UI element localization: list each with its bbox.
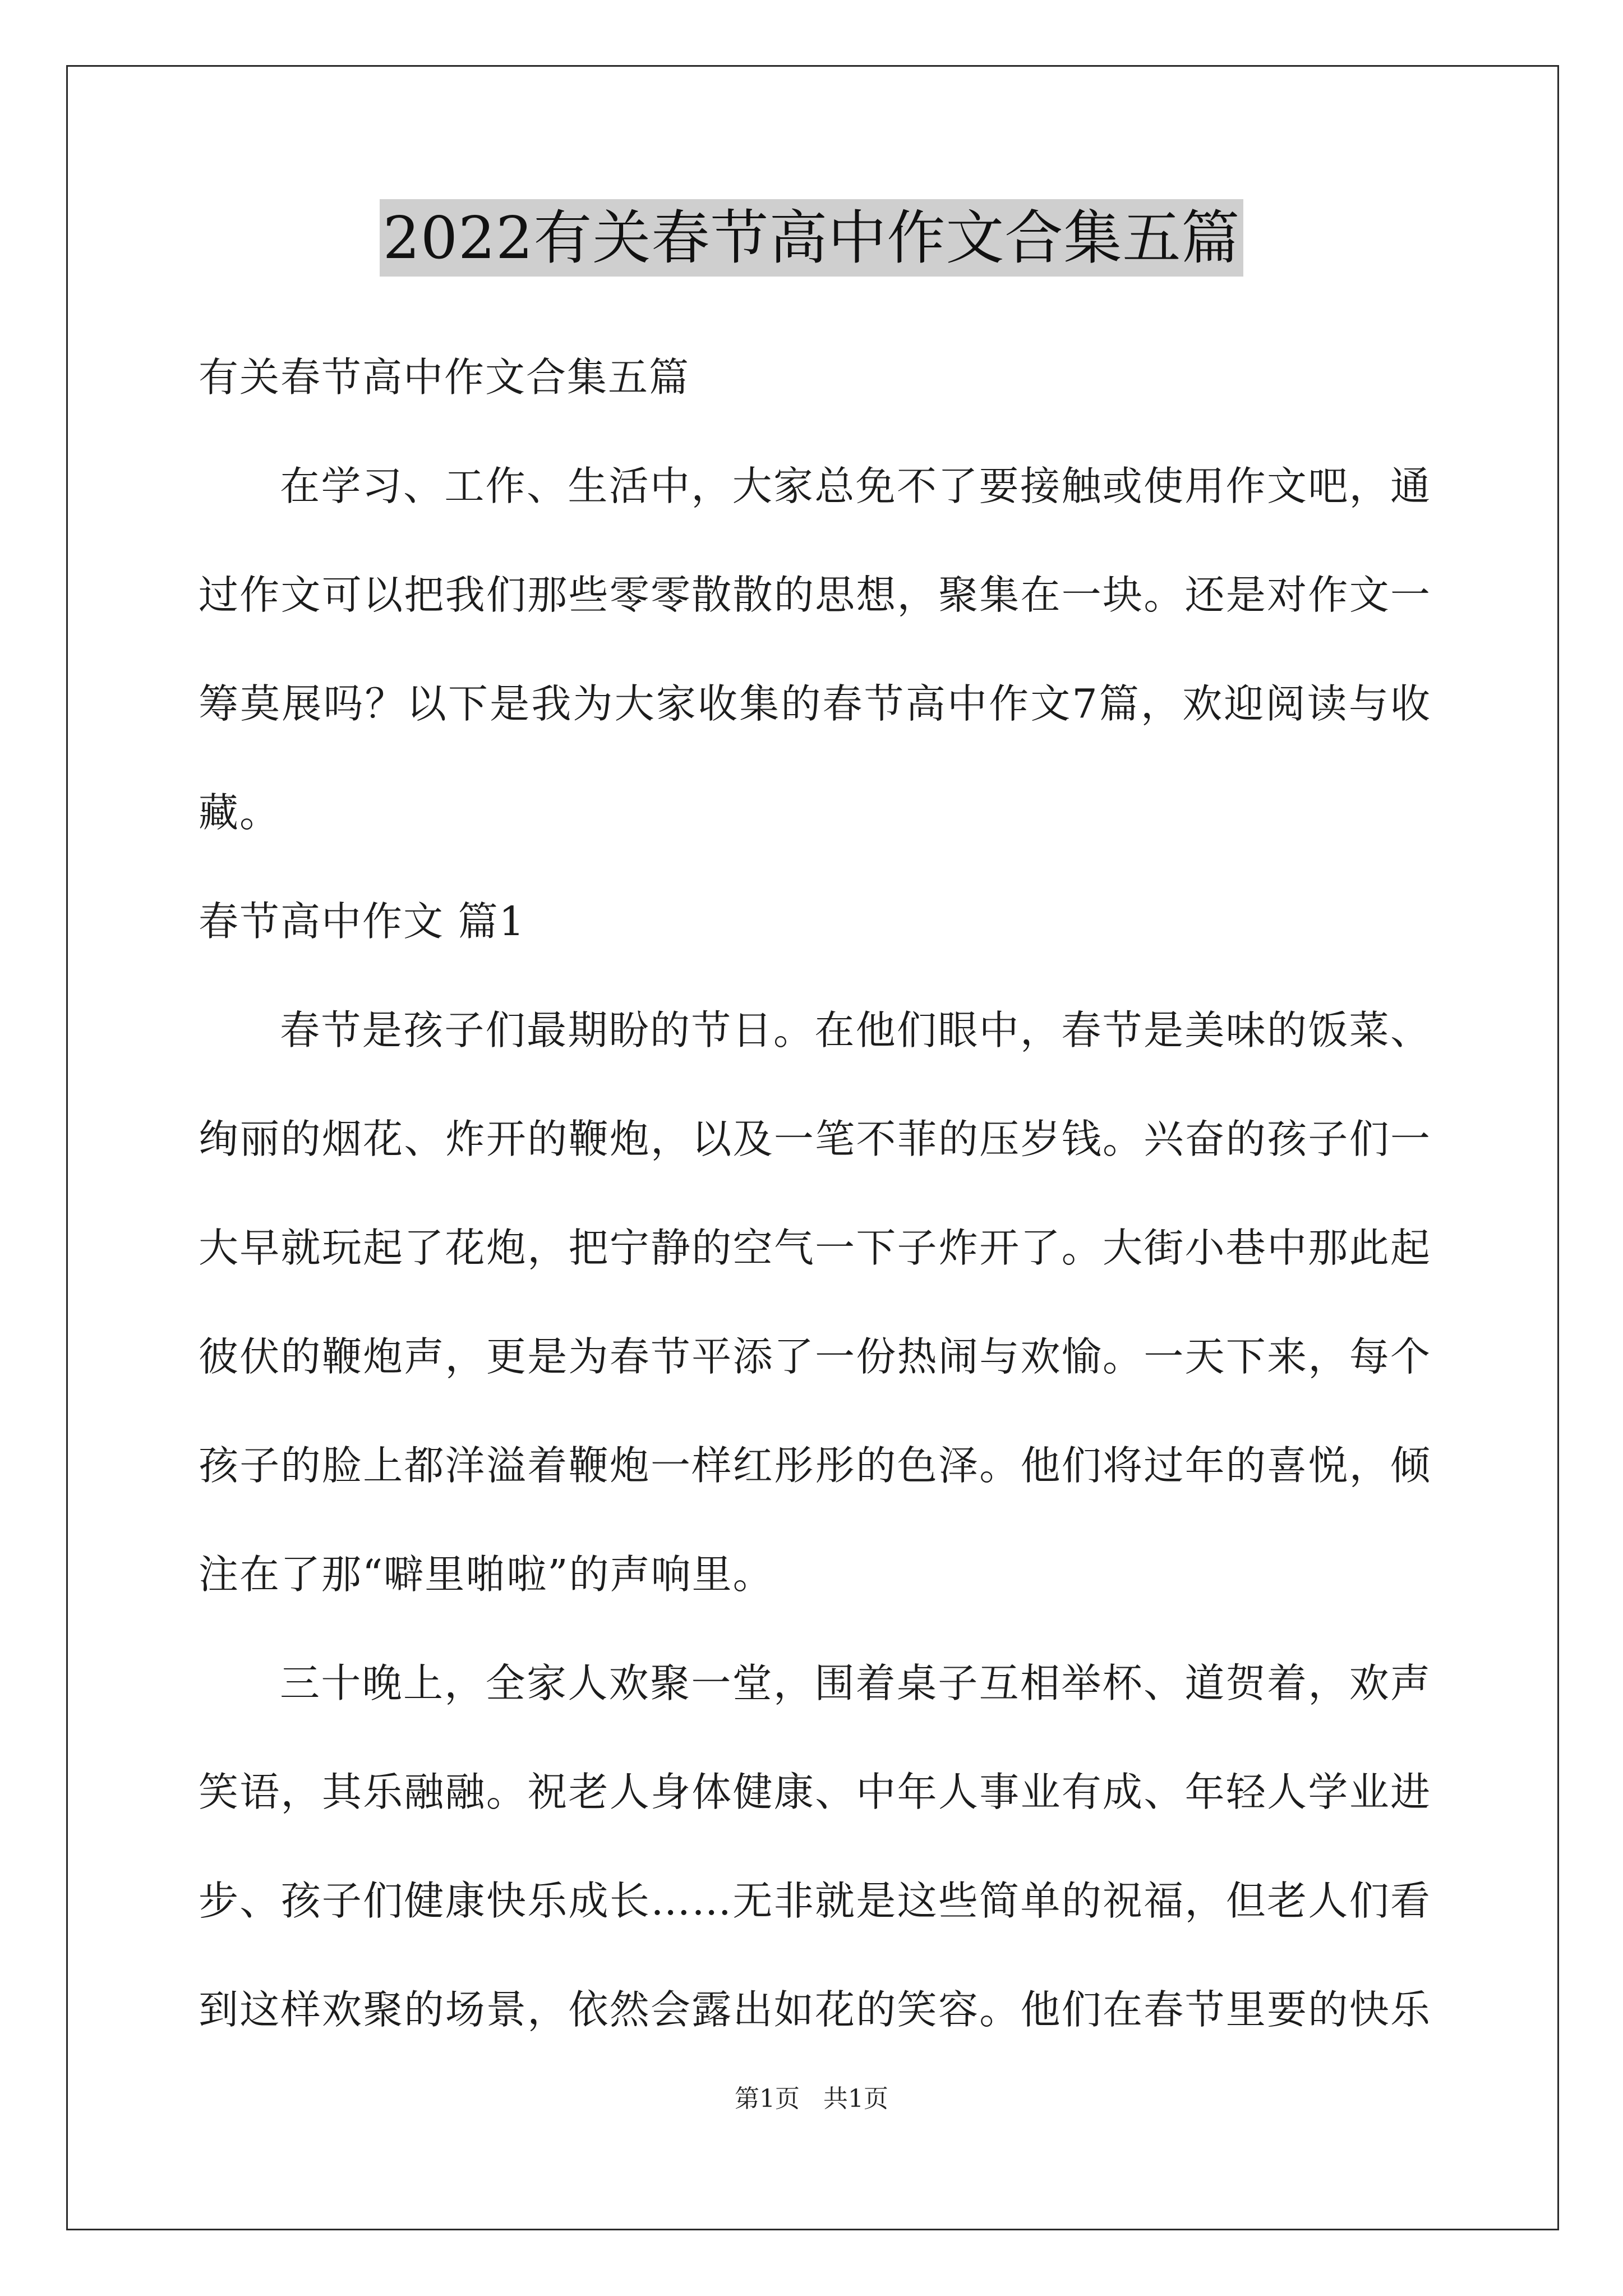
intro-line-3: 筹莫展吗？以下是我为大家收集的春节高中作文7篇，欢迎阅读与收 bbox=[199, 680, 1431, 727]
paragraph2-line-4: 到这样欢聚的场景，依然会露出如花的笑容。他们在春节里要的快乐 bbox=[199, 1986, 1431, 2033]
paragraph1-line-2: 绚丽的烟花、炸开的鞭炮，以及一笔不菲的压岁钱。兴奋的孩子们一 bbox=[199, 1116, 1431, 1162]
paragraph1-line-6: 注在了那“噼里啪啦”的声响里。 bbox=[199, 1551, 774, 1598]
paragraph2-line-3: 步、孩子们健康快乐成长……无非就是这些简单的祝福，但老人们看 bbox=[199, 1878, 1431, 1924]
page-number-current: 第1页 bbox=[735, 2085, 800, 2113]
paragraph1-line-1: 春节是孩子们最期盼的节日。在他们眼中，春节是美味的饭菜、 bbox=[280, 1007, 1431, 1053]
page-footer bbox=[0, 2082, 1623, 2116]
intro-line-2: 过作文可以把我们那些零零散散的思想，聚集在一块。还是对作文一 bbox=[199, 572, 1431, 618]
paragraph2-line-1: 三十晚上，全家人欢聚一堂，围着桌子互相举杯、道贺着，欢声 bbox=[280, 1660, 1431, 1706]
section-heading: 春节高中作文 篇1 bbox=[199, 898, 525, 945]
document-title: 2022有关春节高中作文合集五篇 bbox=[380, 199, 1244, 277]
intro-line-4: 藏。 bbox=[199, 789, 281, 836]
intro-line-1: 在学习、工作、生活中，大家总免不了要接触或使用作文吧，通 bbox=[280, 463, 1431, 509]
paragraph1-line-3: 大早就玩起了花炮，把宁静的空气一下子炸开了。大街小巷中那此起 bbox=[199, 1225, 1431, 1271]
page-number-total: 共1页 bbox=[823, 2085, 888, 2113]
paragraph1-line-4: 彼伏的鞭炮声，更是为春节平添了一份热闹与欢愉。一天下来，每个 bbox=[199, 1333, 1431, 1380]
paragraph1-line-5: 孩子的脸上都洋溢着鞭炮一样红彤彤的色泽。他们将过年的喜悦，倾 bbox=[199, 1442, 1431, 1489]
title-container bbox=[0, 199, 1623, 277]
paragraph2-line-2: 笑语，其乐融融。祝老人身体健康、中年人事业有成、年轻人学业进 bbox=[199, 1769, 1431, 1815]
document-subtitle: 有关春节高中作文合集五篇 bbox=[199, 354, 690, 401]
